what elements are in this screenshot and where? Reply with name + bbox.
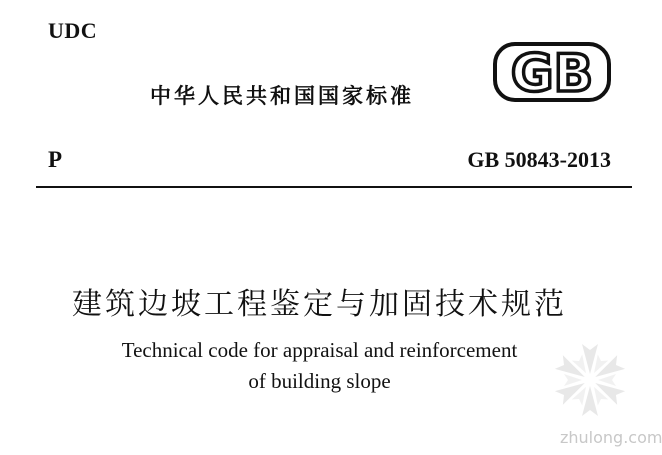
- watermark-text: zhulong.com: [560, 428, 662, 447]
- gb-logo-text: GB: [510, 44, 594, 104]
- gb-logo-icon: [493, 42, 611, 102]
- header-divider: [36, 186, 632, 188]
- national-standard-heading: 中华人民共和国国家标准: [150, 84, 414, 108]
- udc-label: UDC: [48, 18, 98, 43]
- english-title-line-2: of building slope: [248, 369, 391, 393]
- snowflake-icon: [548, 338, 632, 422]
- chinese-title: 建筑边坡工程鉴定与加固技术规范: [72, 287, 567, 322]
- standard-number: GB 50843-2013: [467, 147, 611, 172]
- classification-code: P: [48, 147, 63, 172]
- english-title-line-1: Technical code for appraisal and reinforcement: [121, 338, 518, 362]
